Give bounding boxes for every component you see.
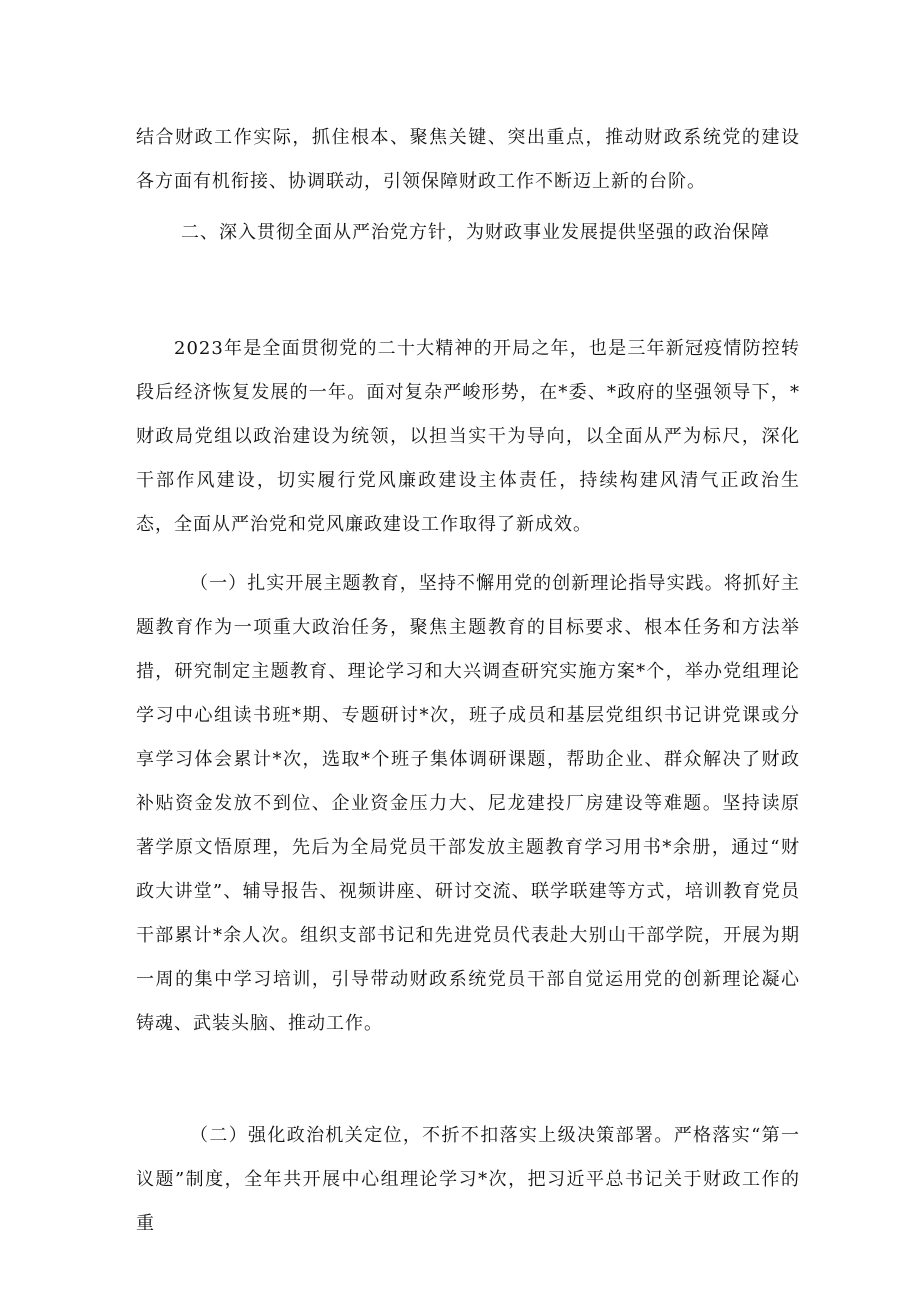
paragraph-continuation: 结合财政工作实际，抓住根本、聚焦关键、突出重点，推动财政系统党的建设各方面有机衔接、协调联动，引领保障财政工作不断迈上新的台阶。: [136, 127, 800, 192]
subsection-1-paragraph: （一）扎实开展主题教育，坚持不懈用党的创新理论指导实践。将抓好主题教育作为一项重大政治任务，聚焦主题教育的目标要求、根本任务和方法举措，研究制定主题教育、理论学习和大兴调查研究实施方案*个，举办党组理论学习中心组读书班*期、专题研讨*次，班子成员和基层党组织书记讲党课或分享学习体会累计*次，选取*个班子集体调研课题，帮助企业、群众解决了财政补贴资金发放不到位、企业资金压力大、尼龙建投厂房建设等难题。坚持读原著学原文悟原理，先后为全局党员干部发放主题教育学习用书*余册，通过“财政大讲堂”、辅导报告、视频讲座、研讨交流、联学联建等方式，培训教育党员干部累计*余人次。组织支部书记和先进党员代表赴大别山干部学院，开展为期一周的集中学习培训，引导带动财政系统党员干部自觉运用党的创新理论凝心铸魂、武装头脑、推动工作。: [136, 573, 800, 1034]
subsection-2-paragraph: （二）强化政治机关定位，不折不扣落实上级决策部署。严格落实“第一议题”制度，全年共开展中心组理论学习*次，把习近平总书记关于财政工作的重: [136, 1125, 800, 1234]
section-intro-paragraph: 2023年是全面贯彻党的二十大精神的开局之年，也是三年新冠疫情防控转段后经济恢复发展的一年。面对复杂严峻形势，在*委、*政府的坚强领导下，*财政局党组以政治建设为统领，以担当实干为导向，以全面从严为标尺，深化干部作风建设，切实履行党风廉政建设主体责任，持续构建风清气正政治生态，全面从严治党和党风廉政建设工作取得了新成效。: [136, 338, 800, 535]
section-heading: 二、深入贯彻全面从严治党方针，为财政事业发展提供坚强的政治保障: [181, 222, 770, 243]
